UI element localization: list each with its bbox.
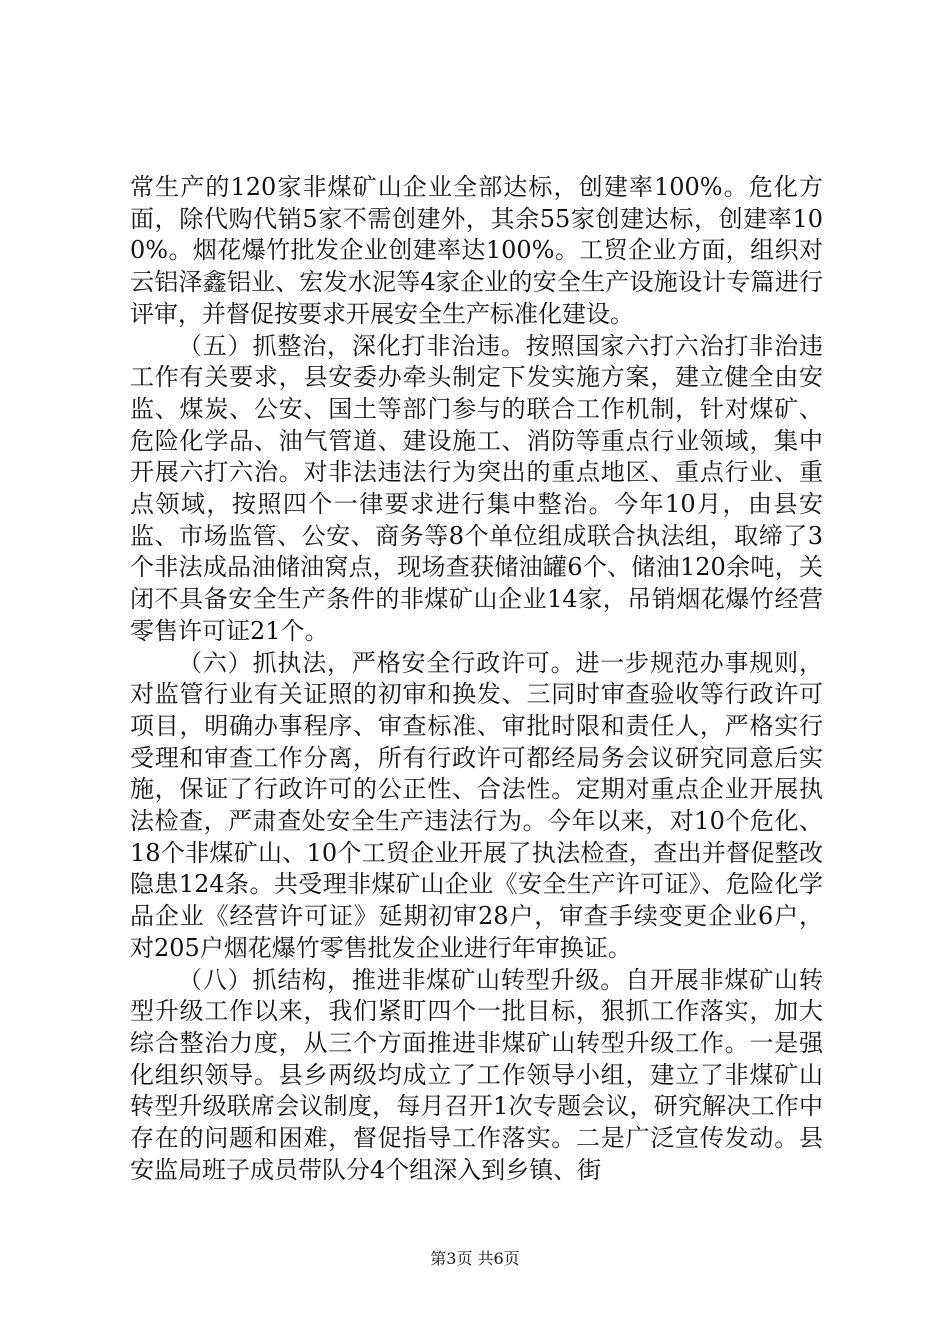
paragraph-3: （六）抓执法，严格安全行政许可。进一步规范办事规则，对监管行业有关证照的初审和换发、三同时审查验收等行政许可项目，明确办事程序、审查标准、审批时限和责任人，严格实行受理和审查工作分离，所有行政许可都经局务会议研究同意后实施，保证了行政许可的公正性、合法性。定期对重点企业开展执法检查，严肃查处安全生产违法行为。今年以来，对10个危化、18个非煤矿山、10个工贸企业开展了执法检查，查出并督促整改隐患124条。共受理非煤矿山企业《安全生产许可证》、危险化学品企业《经营许可证》延期初审28户，审查手续变更企业6户，对205户烟花爆竹零售批发企业进行年审换证。	[130, 648, 823, 962]
paragraph-4: （八）抓结构，推进非煤矿山转型升级。自开展非煤矿山转型升级工作以来，我们紧盯四个一批目标，狠抓工作落实，加大综合整治力度，从三个方面推进非煤矿山转型升级工作。一是强化组织领导。县乡两级均成立了工作领导小组，建立了非煤矿山转型升级联席会议制度，每月召开1次专题会议，研究解决工作中存在的问题和困难，督促指导工作落实。二是广泛宣传发动。县安监局班子成员带队分4个组深入到乡镇、街	[130, 965, 823, 1184]
paragraph-1: 常生产的120家非煤矿山企业全部达标，创建率100%。危化方面，除代购代销5家不需创建外，其余55家创建达标，创建率100%。烟花爆竹批发企业创建率达100%。工贸企业方面，组织对云铝泽鑫铝业、宏发水泥等4家企业的安全生产设施设计专篇进行评审，并督促按要求开展安全生产标准化建设。	[130, 173, 823, 328]
page-number-footer: 第3页 共6页	[430, 1249, 520, 1268]
document-body	[130, 172, 823, 1187]
paragraph-2: （五）抓整治，深化打非治违。按照国家六打六治打非治违工作有关要求，县安委办牵头制定下发实施方案，建立健全由安监、煤炭、公安、国土等部门参与的联合工作机制，针对煤矿、危险化学品、油气管道、建设施工、消防等重点行业领域，集中开展六打六治。对非法违法行为突出的重点地区、重点行业、重点领域，按照四个一律要求进行集中整治。今年10月，由县安监、市场监管、公安、商务等8个单位组成联合执法组，取缔了3个非法成品油储油窝点，现场查获储油罐6个、储油120余吨，关闭不具备安全生产条件的非煤矿山企业14家，吊销烟花爆竹经营零售许可证21个。	[130, 331, 823, 645]
